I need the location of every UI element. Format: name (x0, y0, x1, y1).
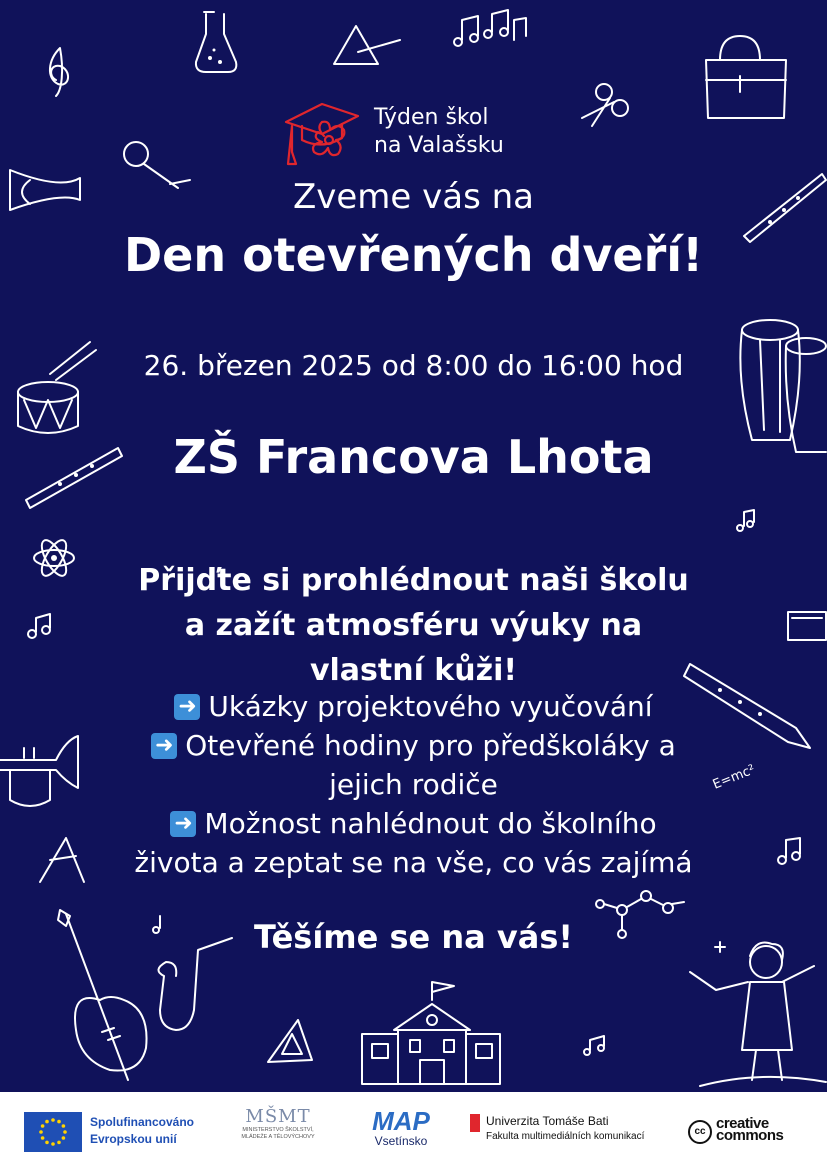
formula-doodle: E=mc² (710, 762, 758, 793)
triangle-instrument-icon (334, 26, 400, 64)
school-building-icon (362, 982, 500, 1084)
event-datetime: 26. březen 2025 od 8:00 do 16:00 hod (143, 349, 684, 382)
intro-line-3: vlastní kůži! (309, 653, 518, 688)
bullet-item (0, 804, 827, 843)
msmt-mark: MŠMT (245, 1106, 311, 1127)
msmt-line-2: MLÁDEŽE A TĚLOVÝCHOVY (241, 1134, 315, 1140)
graduation-cap-flower-icon (282, 96, 372, 176)
bullet-item (0, 726, 827, 765)
right-arrow-icon: ➜ (151, 733, 177, 759)
eu-logo (24, 1110, 224, 1154)
map-sub: Vsetínsko (374, 1134, 428, 1148)
brand-line-2: na Valašsku (374, 133, 504, 158)
map-logo (356, 1108, 446, 1152)
flask-icon (196, 12, 236, 72)
school-name: ZŠ Francova Lhota (173, 430, 654, 484)
intro-line-1: Přijďte si prohlédnout naši školu (138, 563, 689, 598)
brand-name (374, 104, 504, 160)
invite-text: Zveme vás na (292, 177, 535, 217)
bullet-list (0, 687, 827, 882)
brand-logo (282, 96, 582, 176)
map-mark: MAP (372, 1106, 430, 1136)
treble-clef-icon (50, 48, 68, 96)
music-note-icon (584, 1036, 604, 1055)
msmt-logo (228, 1106, 328, 1150)
set-square-icon (268, 1020, 312, 1062)
headline: Den otevřených dveří! (123, 228, 704, 282)
music-notes-icon (454, 10, 526, 46)
intro-text (0, 558, 827, 693)
intro-line-2: a zažít atmosféru výuky na (184, 608, 643, 643)
brand-line-1: Týden škol (374, 105, 489, 130)
msmt-line-1: MINISTERSTVO ŠKOLSTVÍ, (242, 1127, 314, 1133)
closing-text: Těšíme se na vás! (254, 918, 573, 956)
utb-logo (470, 1114, 670, 1158)
right-arrow-icon: ➜ (170, 811, 196, 837)
conductor-icon (690, 943, 826, 1087)
bullet-continuation: života a zeptat se na vše, co vás zajímá (134, 846, 693, 879)
creative-commons-logo (688, 1115, 808, 1162)
cc-line-1: creative (716, 1115, 769, 1132)
cc-line-2: commons (716, 1127, 784, 1144)
bullet-text: Možnost nahlédnout do školního (204, 807, 657, 840)
eu-flag-icon (24, 1112, 82, 1152)
eu-line-2: Evropskou unií (90, 1132, 177, 1146)
music-note-icon (737, 510, 754, 531)
utb-line-2: Fakulta multimediálních komunikací (486, 1131, 645, 1142)
bullet-text: Ukázky projektového vyučování (208, 690, 653, 723)
scissors-icon (582, 84, 628, 126)
bullet-continuation: jejich rodiče (329, 768, 498, 801)
bullet-item (0, 687, 827, 726)
right-arrow-icon: ➜ (174, 694, 200, 720)
bullet-text: Otevřené hodiny pro předškoláky a (185, 729, 676, 762)
footer-logos (0, 1092, 827, 1169)
utb-mark-icon (470, 1114, 480, 1132)
utb-line-1: Univerzita Tomáše Bati (486, 1114, 609, 1128)
school-bag-icon (706, 36, 786, 118)
cc-icon: cc (688, 1120, 712, 1144)
eu-line-1: Spolufinancováno (90, 1115, 195, 1129)
